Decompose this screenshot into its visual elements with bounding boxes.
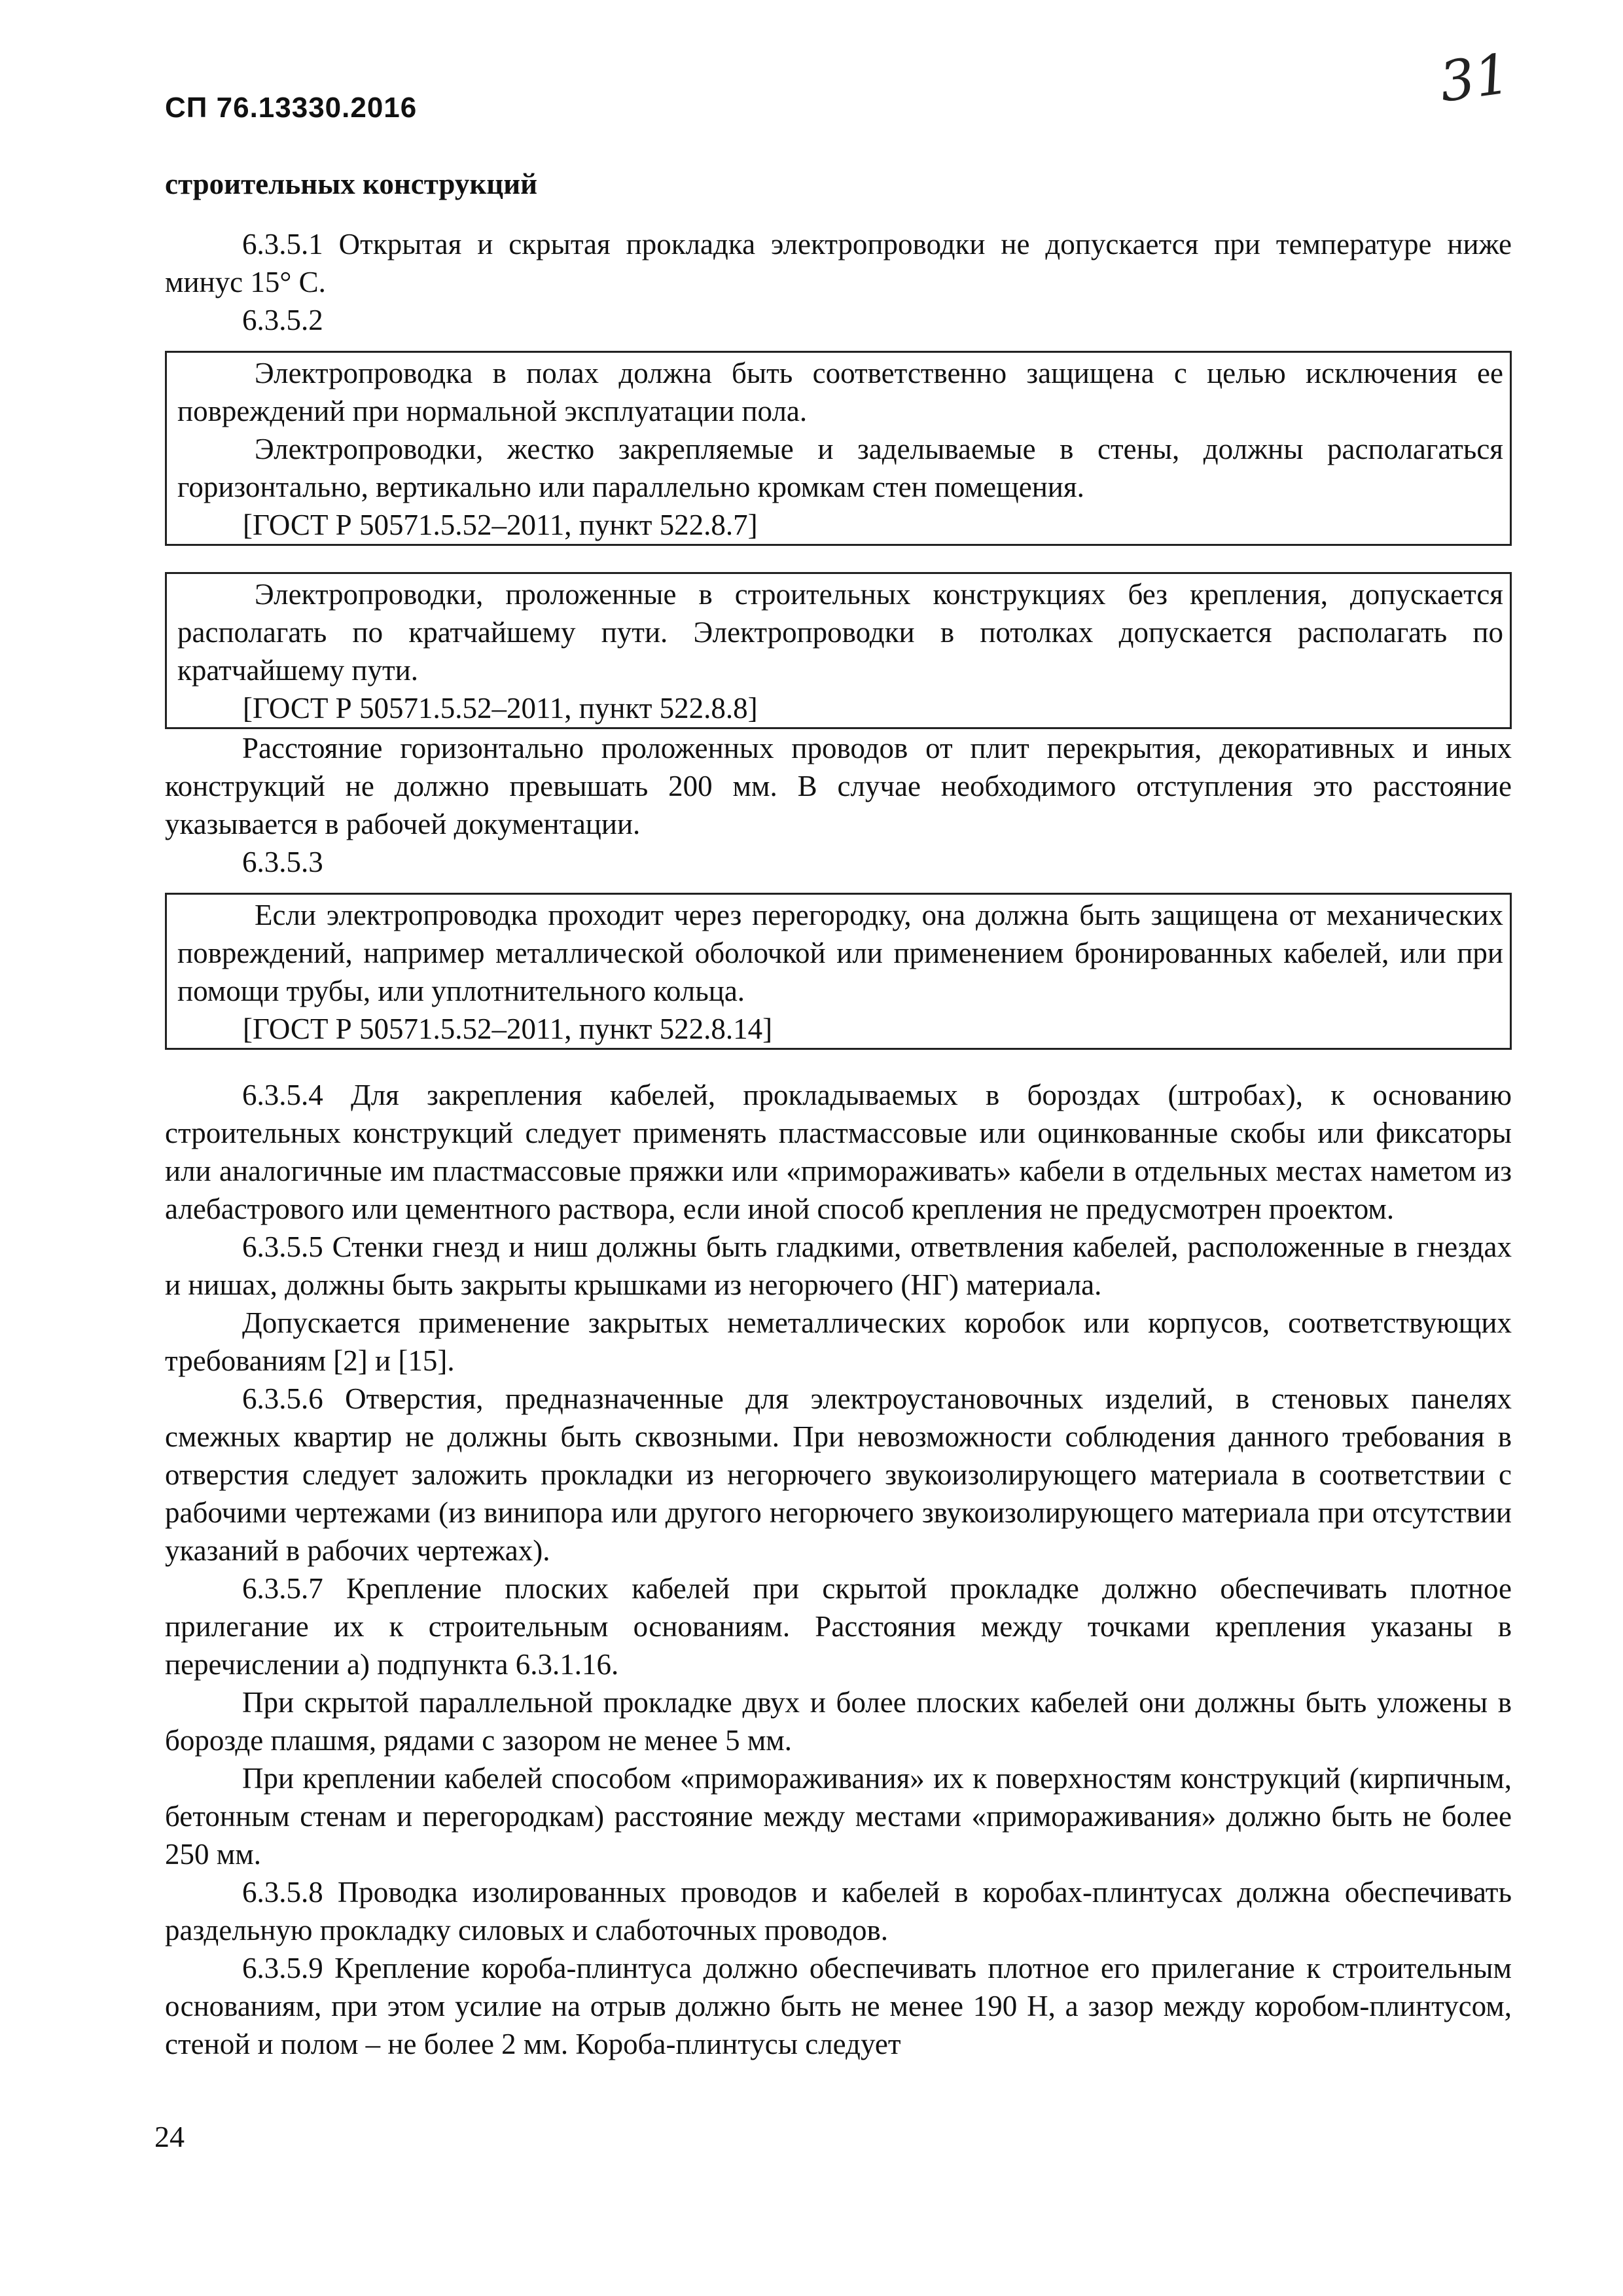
distance-paragraph: Расстояние горизонтально проложенных проводов от плит перекрытия, декоративных и иных конструкций не должно превышать 200 мм. В случае необходимого отступления это расстояние указывается в рабочей документации. — [165, 732, 1512, 840]
section-heading-continuation: строительных конструкций — [165, 168, 538, 200]
allowed-boxes-paragraph: Допускается применение закрытых неметаллических коробок или корпусов, соответствующих требованиям [2] и [15]. — [165, 1306, 1512, 1377]
gost-quote-box-522-8-8 — [165, 572, 1512, 729]
clause-6-3-5-2-number: 6.3.5.2 — [242, 304, 323, 336]
box3-paragraph-1: Если электропроводка проходит через перегородку, она должна быть защищена от механических повреждений, например металлической оболочкой или применением бронированных кабелей, или при помощи трубы, или уплотнительного кольца. — [177, 899, 1503, 1007]
freezing-paragraph: При креплении кабелей способом «примораживания» их к поверхностям конструкций (кирпичным, бетонным стенам и перегородкам) расстояние между местами «примораживания» должно быть не более 250 мм. — [165, 1762, 1512, 1871]
page-number: 24 — [154, 2120, 185, 2153]
box3-reference: [ГОСТ Р 50571.5.52–2011, пункт 522.8.14] — [243, 1013, 773, 1045]
clause-6-3-5-9: 6.3.5.9 Крепление короба-плинтуса должно обеспечивать плотное его прилегание к строительным основаниям, при этом усилие на отрыв должно быть не менее 190 Н, а зазор между коробом-плинтусом, стеной и полом – не более 2 мм. Короба-плинтусы следует — [165, 1952, 1512, 2060]
clause-6-3-5-7: 6.3.5.7 Крепление плоских кабелей при скрытой прокладке должно обеспечивать плотное прилегание их к строительным основаниям. Расстояния между точками крепления указаны в перечислении а) подпункта 6.3.1.16. — [165, 1572, 1512, 1681]
hidden-parallel-paragraph: При скрытой параллельной прокладке двух и более плоских кабелей они должны быть уложены в борозде плашмя, рядами с зазором не менее 5 мм. — [165, 1686, 1512, 1757]
box2-reference: [ГОСТ Р 50571.5.52–2011, пункт 522.8.8] — [243, 692, 758, 725]
page-body — [165, 165, 1512, 2063]
box1-reference: [ГОСТ Р 50571.5.52–2011, пункт 522.8.7] — [243, 509, 758, 541]
gost-quote-box-522-8-14 — [165, 893, 1512, 1050]
box1-paragraph-2: Электропроводки, жестко закрепляемые и заделываемые в стены, должны располагаться горизонтально, вертикально или параллельно кромкам стен помещения. — [177, 433, 1503, 503]
clause-6-3-5-4: 6.3.5.4 Для закрепления кабелей, прокладываемых в бороздах (штробах), к основанию строительных конструкций следует применять пластмассовые или оцинкованные скобы или фиксаторы или аналогичные им пластмассовые пряжки или «примораживать» кабели в отдельных местах наметом из алебастрового или цементного раствора, если иной способ крепления не предусмотрен проектом. — [165, 1079, 1512, 1225]
clause-6-3-5-1: 6.3.5.1 Открытая и скрытая прокладка электропроводки не допускается при температуре ниже минус 15° С. — [165, 228, 1512, 298]
gost-quote-box-522-8-7 — [165, 351, 1512, 546]
document-code: СП 76.13330.2016 — [165, 92, 418, 124]
clause-6-3-5-5: 6.3.5.5 Стенки гнезд и ниш должны быть гладкими, ответвления кабелей, расположенные в гнездах и нишах, должны быть закрыты крышками из негорючего (НГ) материала. — [165, 1230, 1512, 1301]
clause-6-3-5-6: 6.3.5.6 Отверстия, предназначенные для электроустановочных изделий, в стеновых панелях смежных квартир не должны быть сквозными. При невозможности соблюдения данного требования в отверстия следует заложить прокладки из негорючего звукоизолирующего материала в соответствии с рабочими чертежами (из винипора или другого негорючего звукоизолирующего материала при отсутствии указаний в рабочих чертежах). — [165, 1382, 1512, 1567]
box2-paragraph-1: Электропроводки, проложенные в строительных конструкциях без крепления, допускается располагать по кратчайшему пути. Электропроводки в потолках допускается располагать по кратчайшему пути. — [177, 578, 1503, 687]
spacer — [165, 1050, 1512, 1076]
box1-paragraph-1: Электропроводка в полах должна быть соответственно защищена с целью исключения ее повреждений при нормальной эксплуатации пола. — [177, 357, 1503, 427]
clause-6-3-5-3-number: 6.3.5.3 — [242, 846, 323, 878]
clause-6-3-5-8: 6.3.5.8 Проводка изолированных проводов и кабелей в коробах-плинтусах должна обеспечивать раздельную прокладку силовых и слаботочных проводов. — [165, 1876, 1512, 1946]
handwritten-page-mark: 31 — [1435, 41, 1514, 115]
